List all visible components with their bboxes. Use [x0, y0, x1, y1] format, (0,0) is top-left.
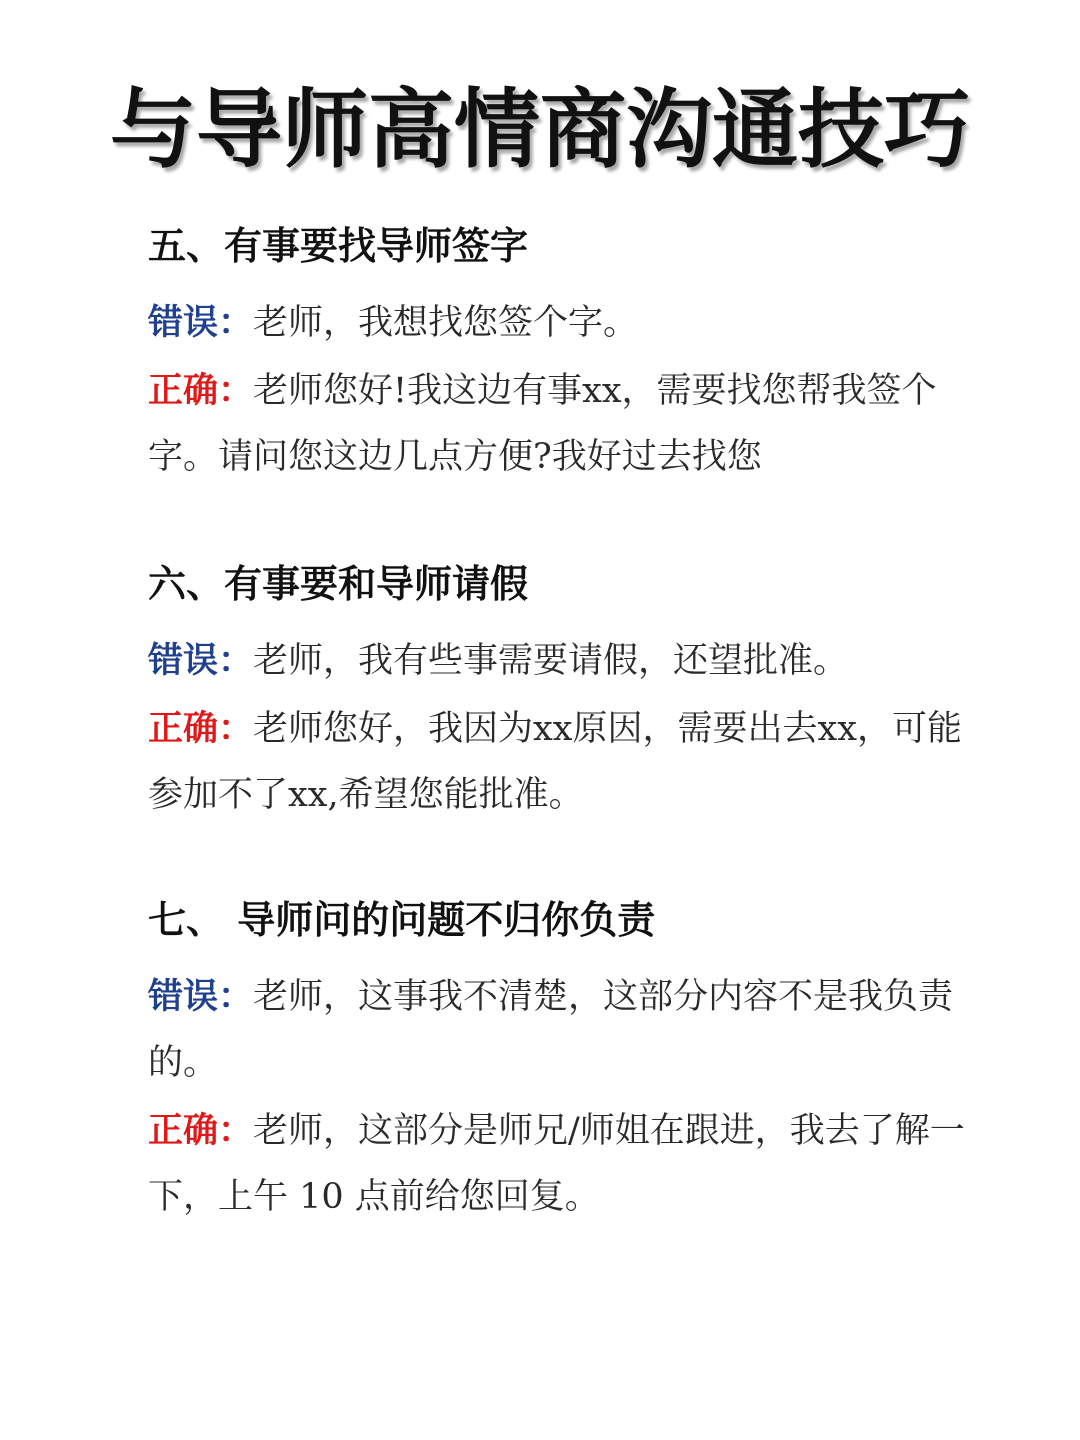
wrong-text: 老师，我想找您签个字。 [253, 303, 639, 343]
wrong-label: 错误： [148, 977, 254, 1017]
right-text: 老师您好，我因为xx原因，需要出去xx，可能参加不了xx,希望您能批准。 [148, 709, 962, 815]
right-label: 正确： [148, 709, 254, 749]
wrong-label: 错误： [148, 303, 254, 343]
right-example [148, 1098, 988, 1230]
section-heading: 七、 导师问的问题不归你负责 [148, 898, 656, 942]
right-label: 正确： [148, 1111, 254, 1151]
section-sign-document [148, 222, 988, 490]
right-example [148, 358, 988, 490]
wrong-example [148, 628, 988, 694]
wrong-example [148, 290, 988, 356]
right-text: 老师，这部分是师兄/师姐在跟进，我去了解一下，上午 10 点前给您回复。 [148, 1111, 965, 1217]
right-text: 老师您好!我这边有事xx，需要找您帮我签个字。请问您这边几点方便?我好过去找您 [148, 371, 937, 477]
section-heading: 五、有事要找导师签字 [148, 224, 529, 268]
wrong-example [148, 964, 988, 1096]
section-ask-leave [148, 560, 988, 828]
section-heading: 六、有事要和导师请假 [148, 562, 529, 606]
right-label: 正确： [148, 371, 254, 411]
wrong-label: 错误： [148, 641, 254, 681]
section-not-responsible [148, 896, 988, 1230]
wrong-text: 老师，我有些事需要请假，还望批准。 [253, 641, 849, 681]
right-example [148, 696, 988, 828]
wrong-text: 老师，这事我不清楚，这部分内容不是我负责的。 [148, 977, 954, 1083]
page-title: 与导师高情商沟通技巧 [110, 80, 970, 180]
